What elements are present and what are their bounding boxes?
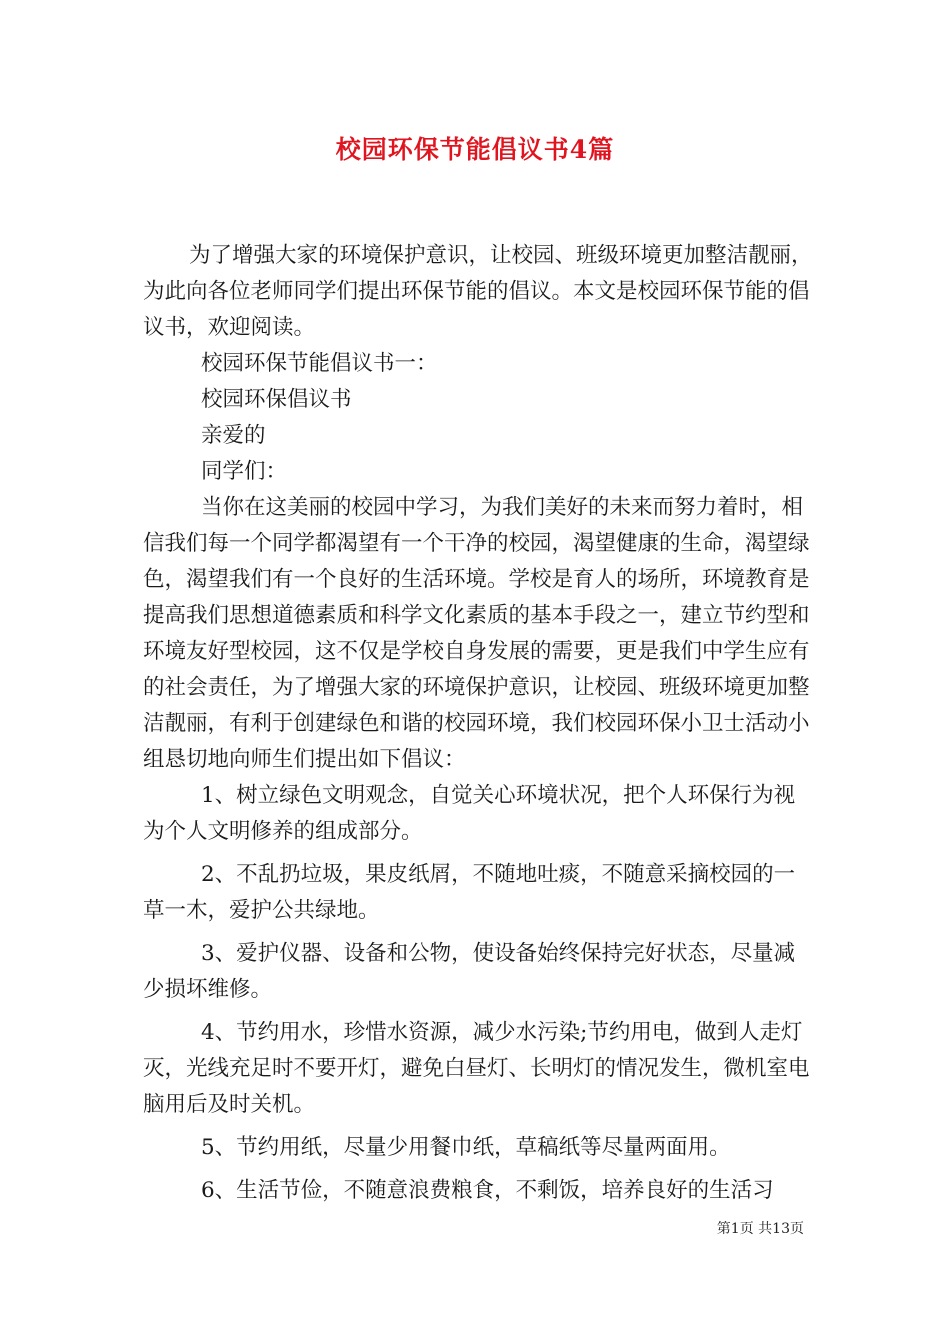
- proposal-item-3: 3、爱护仪器、设备和公物，使设备始终保持完好状态，尽量减少损坏维修。: [143, 941, 796, 1002]
- footer-current-page: 1: [730, 1221, 740, 1237]
- proposal-item-4: 4、节约用水，珍惜水资源，减少水污染;节约用电，做到人走灯灭，光线充足时不要开灯，避免白昼灯、长明灯的情况发生，微机室电脑用后及时关机。: [143, 1020, 810, 1117]
- salutation-line-2: 同学们：: [201, 459, 288, 484]
- footer-middle: 页 共: [739, 1221, 773, 1237]
- intro-paragraph: 为了增强大家的环境保护意识，让校园、班级环境更加整洁靓丽，为此向各位老师同学们提出环保节能的倡议。本文是校园环保节能的倡议书，欢迎阅读。: [143, 243, 813, 340]
- document-body: [143, 238, 813, 1216]
- proposal-item-6: 6、生活节俭，不随意浪费粮食，不剩饭，培养良好的生活习: [201, 1178, 774, 1203]
- letter-title: 校园环保倡议书: [201, 387, 352, 412]
- footer-suffix: 页: [790, 1221, 804, 1237]
- proposal-item-1: 1、树立绿色文明观念，自觉关心环境状况，把个人环保行为视为个人文明修养的组成部分。: [143, 783, 796, 844]
- footer-total-pages: 13: [772, 1221, 790, 1237]
- proposal-item-2: 2、不乱扔垃圾，果皮纸屑，不随地吐痰，不随意采摘校园的一草一木，爱护公共绿地。: [143, 862, 796, 923]
- salutation-line-1: 亲爱的: [201, 423, 266, 448]
- footer-prefix: 第: [716, 1221, 731, 1237]
- main-paragraph: 当你在这美丽的校园中学习，为我们美好的未来而努力着时，相信我们每一个同学都渴望有一个干净的校园，渴望健康的生命，渴望绿色，渴望我们有一个良好的生活环境。学校是育人的场所，环境教育是提高我们思想道德素质和科学文化素质的基本手段之一，建立节约型和环境友好型校园，这不仅是学校自身发展的需要，更是我们中学生应有的社会责任，为了增强大家的环境保护意识，让校园、班级环境更加整洁靓丽，有利于创建绿色和谐的校园环境，我们校园环保小卫士活动小组恳切地向师生们提出如下倡议：: [143, 495, 810, 772]
- proposal-item-5: 5、节约用纸，尽量少用餐巾纸，草稿纸等尽量两面用。: [201, 1135, 731, 1160]
- page-title: 校园环保节能倡议书4篇: [335, 135, 615, 164]
- section-heading: 校园环保节能倡议书一：: [201, 351, 438, 376]
- page-number-footer: [717, 1218, 804, 1238]
